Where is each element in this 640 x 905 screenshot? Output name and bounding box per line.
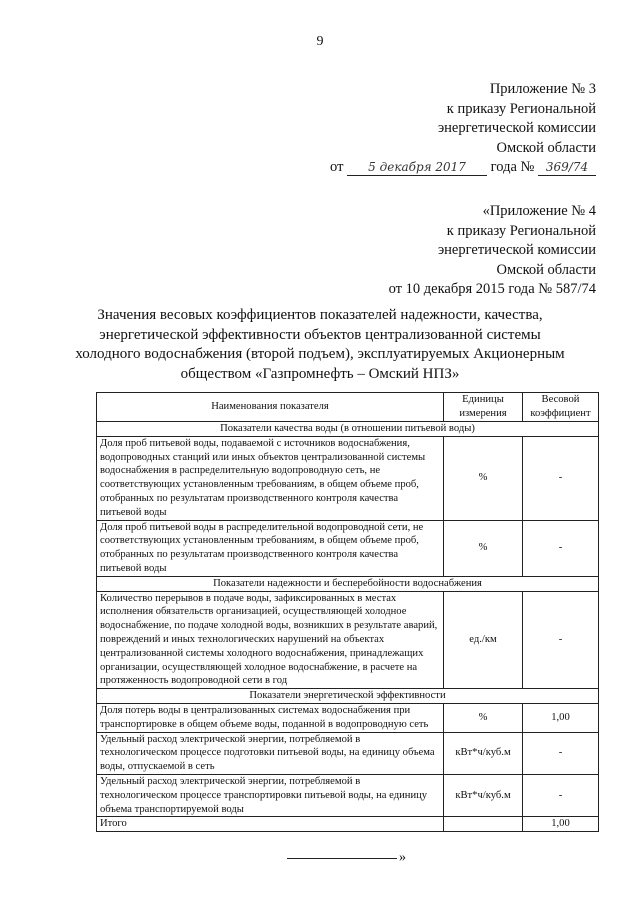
section-row-quality	[97, 422, 599, 437]
row-name: Удельный расход электрической энергии, потребляемой в технологическом процессе транспортировки питьевой воды, на единицу объема транспортируемой воды	[97, 774, 444, 816]
date-prefix: от	[330, 159, 344, 175]
table-row	[97, 774, 599, 816]
row-coef: -	[523, 591, 599, 689]
total-name: Итого	[97, 817, 444, 832]
header-unit: Единицы измерения	[444, 393, 523, 422]
appendix-4-line4: Омской области	[496, 261, 596, 278]
table-row	[97, 703, 599, 732]
table-row	[97, 436, 599, 520]
appendix-4-line1: «Приложение № 4	[482, 203, 596, 219]
appendix-4-line3: энергетической комиссии	[437, 242, 596, 258]
row-unit: кВт*ч/куб.м	[444, 732, 523, 774]
closing-underline	[287, 858, 397, 859]
year-number-label: года №	[490, 159, 535, 175]
handwritten-order-number: 369/74	[538, 160, 596, 176]
section-row-reliability	[97, 576, 599, 591]
row-coef: -	[523, 774, 599, 816]
section-title: Показатели качества воды (в отношении питьевой воды)	[97, 422, 599, 437]
row-coef: 1,00	[523, 703, 599, 732]
appendix-3-line2: к приказу Региональной	[446, 100, 596, 117]
table-row	[97, 520, 599, 576]
document-title	[60, 306, 580, 384]
appendix-4-line2: к приказу Региональной	[446, 222, 596, 239]
total-coef: 1,00	[523, 817, 599, 832]
row-coef: -	[523, 520, 599, 576]
appendix-4-header	[389, 202, 596, 300]
appendix-3-line3: энергетической комиссии	[437, 120, 596, 136]
appendix-3-date-line	[330, 158, 596, 178]
row-name: Доля проб питьевой воды в распределительной водопроводной сети, не соответствующих установленным требованиям, в общем объеме проб, отобранных по результатам производственного контроля качества питьевой воды	[97, 520, 444, 576]
title-line3: холодного водоснабжения (второй подъем), эксплуатируемых Акционерным	[75, 346, 565, 362]
table-header-row	[97, 393, 599, 422]
row-coef: -	[523, 732, 599, 774]
row-name: Доля потерь воды в централизованных системах водоснабжения при транспортировке в общем объеме воды, поданной в водопроводную сеть	[97, 703, 444, 732]
page-number: 9	[316, 34, 324, 49]
row-unit: %	[444, 703, 523, 732]
coefficients-table-wrap	[96, 392, 598, 832]
row-name: Количество перерывов в подаче воды, зафиксированных в местах исполнения обязательств организацией, осуществляющей холодное водоснабжение, по подаче холодной воды, возникших в результате аварий, повреждений и иных технологических нарушений на объектах централизованной системы холодного водоснабжения, принадлежащих организации, осуществляющей холодное водоснабжение, в расчете на протяженность водопроводной сети в год	[97, 591, 444, 689]
title-line4: обществом «Газпромнефть – Омский НПЗ»	[180, 365, 460, 382]
closing-quote: »	[399, 850, 406, 865]
appendix-3-header	[330, 80, 596, 178]
appendix-3-line1: Приложение № 3	[489, 81, 596, 97]
section-title: Показатели надежности и бесперебойности водоснабжения	[97, 576, 599, 591]
section-title: Показатели энергетической эффективности	[97, 689, 599, 704]
title-line2: энергетической эффективности объектов централизованной системы	[99, 326, 541, 343]
row-unit: %	[444, 520, 523, 576]
appendix-4-line5: от 10 декабря 2015 года № 587/74	[388, 281, 596, 297]
row-name: Доля проб питьевой воды, подаваемой с источников водоснабжения, водопроводных станций или иных объектов централизованной системы водоснабжения в распределительную водопроводную сеть, не соответствующих установленным требованиям, в общем объеме проб, отобранных по результатам производственного контроля качества питьевой воды	[97, 436, 444, 520]
table-row	[97, 591, 599, 689]
table-row	[97, 732, 599, 774]
total-row	[97, 817, 599, 832]
row-name: Удельный расход электрической энергии, потребляемой в технологическом процессе подготовки питьевой воды, на единицу объема воды, отпускаемой в сеть	[97, 732, 444, 774]
section-row-energy	[97, 689, 599, 704]
total-unit	[444, 817, 523, 832]
row-coef: -	[523, 436, 599, 520]
appendix-3-line4: Омской области	[496, 139, 596, 156]
closing-quote-line	[287, 850, 406, 866]
header-coef: Весовой коэффициент	[523, 393, 599, 422]
header-name: Наименования показателя	[97, 393, 444, 422]
coefficients-table	[96, 392, 599, 832]
handwritten-date: 5 декабря 2017	[347, 160, 487, 176]
title-line1: Значения весовых коэффициентов показателей надежности, качества,	[97, 307, 543, 323]
row-unit: кВт*ч/куб.м	[444, 774, 523, 816]
row-unit: %	[444, 436, 523, 520]
row-unit: ед./км	[444, 591, 523, 689]
